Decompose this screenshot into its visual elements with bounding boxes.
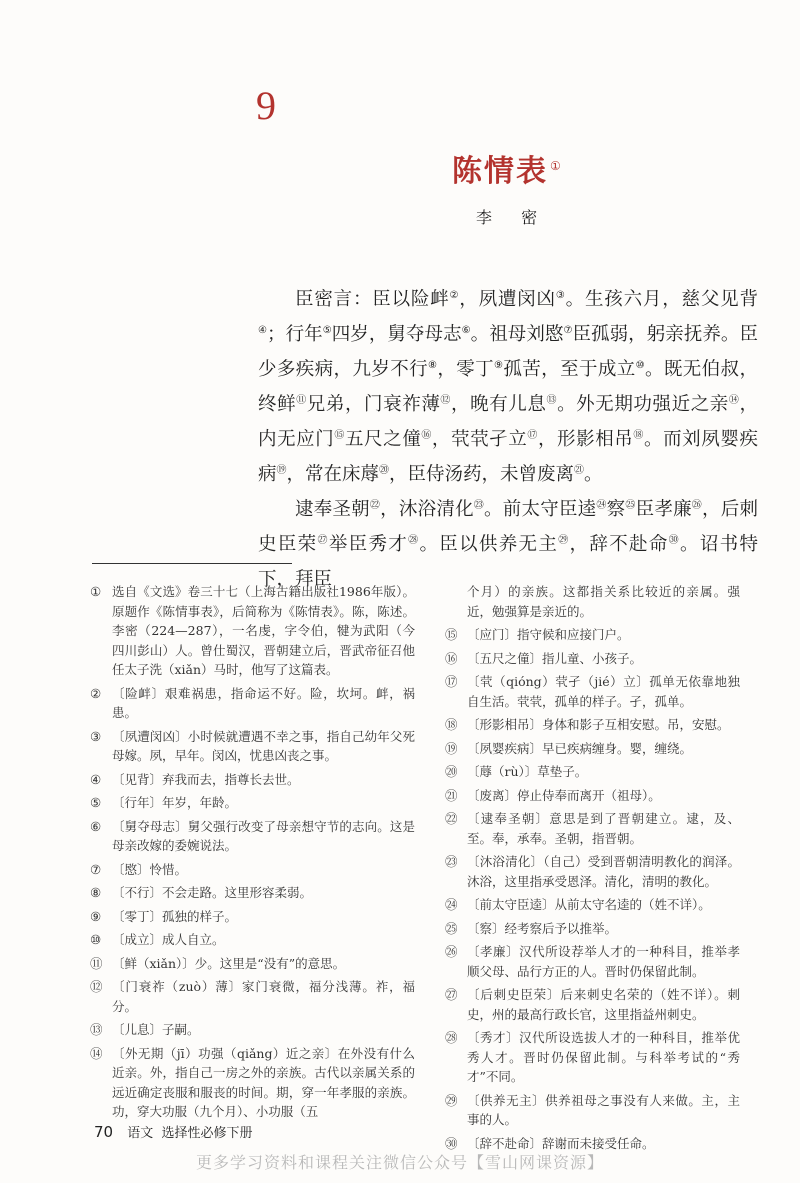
text-run: ，沐浴清化 <box>380 499 474 520</box>
footnote-marker: ⑳ <box>379 464 390 476</box>
footnote-marker: ⑬ <box>546 394 558 406</box>
footnote <box>90 930 415 950</box>
footnote <box>90 684 415 723</box>
footnote <box>90 582 415 680</box>
footnotes-right <box>445 582 740 1157</box>
footnote-marker: ② <box>449 289 460 301</box>
text-run: 。 <box>584 464 603 485</box>
footnote <box>90 1044 415 1122</box>
text-run: ，常在床蓐 <box>286 464 380 485</box>
footnote-text: 〔外无期（jī）功强（qiǎng）近之亲〕在外没有什么近亲。外，指自己一房之外的亲族。古代以亲属关系的远近确定丧服和服丧的时间。期，穿一年孝服的亲族。功，穿大功服（九个月）、小功服（五 <box>112 1045 415 1119</box>
footnote-number: ⑯ <box>445 650 458 666</box>
footnote-text: 〔夙婴疾病〕早已疾病缠身。婴，缠绕。 <box>467 740 693 756</box>
footnote-number: ㉒ <box>445 811 458 826</box>
footnote-marker: ㉗ <box>317 534 329 546</box>
footnote-marker: ⑪ <box>296 394 307 406</box>
footnote <box>445 809 740 848</box>
paragraph <box>258 282 758 492</box>
footnote-marker: ⑧ <box>428 359 438 371</box>
footnote <box>445 895 740 915</box>
text-run: ；行年 <box>267 324 323 345</box>
footnote-number: ㉗ <box>445 987 458 1002</box>
footnote-14-continued: 个月）的亲族。这都指关系比较近的亲属。强近，勉强算是亲近的。 <box>467 584 740 619</box>
watermark: 更多学习资料和课程关注微信公众号【雪山网课资源】 <box>195 1153 604 1172</box>
text-run: 察 <box>606 499 626 520</box>
footnote-number: ② <box>90 685 102 701</box>
footnote-marker: ㉚ <box>668 534 680 546</box>
text-run: 四岁，舅夺母志 <box>331 324 462 345</box>
footnote-marker: ⑥ <box>461 324 471 336</box>
page-footer <box>94 1122 253 1141</box>
footnote-number: ⑲ <box>445 740 458 756</box>
footnote-text: 〔门衰祚（zuò）薄〕家门衰微，福分浅薄。祚，福分。 <box>112 979 415 1014</box>
footnote <box>90 793 415 813</box>
footnote-marker: ㉓ <box>473 499 485 511</box>
footnote-marker: ⑰ <box>527 429 538 441</box>
text-run: 举臣秀才 <box>328 534 409 555</box>
footnote-text: 〔察〕经考察后予以推举。 <box>467 920 618 936</box>
footnote-text: 〔见背〕弃我而去，指尊长去世。 <box>112 771 300 787</box>
footnote-marker: ④ <box>258 324 268 336</box>
text-run: ，辞不赴命 <box>569 534 669 555</box>
footnote-text: 〔形影相吊〕身体和影子互相安慰。吊，安慰。 <box>467 717 730 732</box>
footnote-text: 〔应门〕指守候和应接门户。 <box>467 627 630 642</box>
footnote-number: ⑫ <box>90 979 103 994</box>
footnote <box>90 883 415 903</box>
text-run: 。祖母刘愍 <box>470 324 564 345</box>
title-text: 陈情表 <box>452 154 548 189</box>
footnote-marker: ⑫ <box>440 394 452 406</box>
footnote <box>445 1028 740 1087</box>
footnote <box>445 649 740 669</box>
footnote-marker: ③ <box>555 289 566 301</box>
text-run: 兄弟，门衰祚薄 <box>306 394 441 415</box>
text-run: 。而刘夙婴疾病 <box>258 429 758 485</box>
text-run: 。既无伯叔，终鲜 <box>258 359 758 415</box>
footnote-number: ⑳ <box>445 764 458 779</box>
footnote-text: 选自《文选》卷三十七（上海古籍出版社1986年版）。原题作《陈情事表》，后简称为《陈情表》。陈，陈述。李密（224—287），一名虔，字令伯，犍为武阳（今四川彭山）人。曾仕蜀汉，晋朝建立后，晋武帝征召他任太子洗（xiǎn）马时，他写了这篇表。 <box>112 584 415 677</box>
footnote <box>445 672 740 711</box>
text-run: 。生孩六月，慈父见背 <box>565 289 758 310</box>
footnote-number: ① <box>90 584 102 599</box>
footnote-marker: ⑲ <box>276 464 287 476</box>
footnote <box>445 715 740 735</box>
footnote-number: ⑭ <box>90 1045 103 1061</box>
footnote-number: ㉔ <box>445 897 458 912</box>
footnote-marker: ㉒ <box>369 499 381 511</box>
footnote-text: 〔孝廉〕汉代所设荐举人才的一种科目，推举孝顺父母、品行方正的人。晋时仍保留此制。 <box>467 944 740 979</box>
footnote-text: 〔成立〕成人自立。 <box>112 932 225 947</box>
subject-label: 语文 <box>127 1126 154 1141</box>
footnote-text: 〔夙遭闵凶〕小时候就遭遇不幸之事，指自己幼年父死母嫁。夙，早年。闵凶，忧患凶丧之事。 <box>112 728 415 763</box>
footnote-text: 〔舅夺母志〕舅父强行改变了母亲想守节的志向。这是母亲改嫁的委婉说法。 <box>112 818 415 853</box>
footnote-marker: ㉘ <box>408 534 420 546</box>
footnote-number: ⑨ <box>90 908 102 924</box>
text-run: ，臣侍汤药，未曾废离 <box>389 464 575 485</box>
footnote-divider <box>92 563 292 564</box>
footnote-number: ⑪ <box>90 955 103 971</box>
footnote-number: ⑧ <box>90 885 102 900</box>
text-run: ，茕茕孑立 <box>431 429 528 450</box>
footnote-text: 〔前太守臣逵〕从前太守名逵的（姓不详）。 <box>467 897 711 912</box>
footnote-text: 〔蓐（rù）〕草垫子。 <box>467 764 588 779</box>
footnote <box>90 727 415 766</box>
footnote <box>90 954 415 974</box>
footnote-marker: ㉔ <box>596 499 607 511</box>
text-run: 臣孤弱，躬亲抚养。臣少多疾病，九岁不行 <box>258 324 758 380</box>
footnote <box>445 985 740 1024</box>
footnote-text: 〔行年〕年岁，年龄。 <box>112 795 238 810</box>
footnote-marker: ㉖ <box>691 499 703 511</box>
footnote-text: 〔秀才〕汉代所设选拔人才的一种科目，推举优秀人才。晋时仍保留此制。与科举考试的“秀才”不同。 <box>467 1030 740 1084</box>
footnote <box>445 919 740 939</box>
footnote-text: 〔鲜（xiǎn）〕少。这里是“没有”的意思。 <box>112 955 346 971</box>
footnote <box>445 1091 740 1130</box>
text-run: 五尺之僮 <box>344 429 422 450</box>
footnote-text: 〔零丁〕孤独的样子。 <box>112 908 238 924</box>
footnote-marker: ㉑ <box>574 464 585 476</box>
footnote-marker: ㉙ <box>558 534 570 546</box>
footnote <box>90 1020 415 1040</box>
footnote-number: ㉘ <box>445 1030 458 1045</box>
text-run: 逮奉圣朝 <box>295 499 370 520</box>
footnote-number: ㉓ <box>445 854 458 869</box>
footnote-number: ④ <box>90 771 102 787</box>
footnote-marker: ⑦ <box>563 324 573 336</box>
book-label: 选择性必修下册 <box>161 1126 253 1141</box>
footnote-number: ⑥ <box>90 818 102 834</box>
text-run: ，形影相吊 <box>537 429 634 450</box>
text-run: 臣孝廉 <box>635 499 692 520</box>
text-run: ，内无应门 <box>258 394 758 450</box>
footnote-text: 〔废离〕停止侍奉而离开（祖母）。 <box>467 787 661 803</box>
page-title <box>452 146 563 190</box>
text-run: 。前太守臣逵 <box>484 499 597 520</box>
footnote <box>90 817 415 856</box>
footnote-number: ㉖ <box>445 944 458 959</box>
footnote-text: 〔五尺之僮〕指儿童、小孩子。 <box>467 650 643 666</box>
footnote-text: 〔辞不赴命〕辞谢而未接受任命。 <box>467 1135 655 1151</box>
footnote <box>90 977 415 1016</box>
footnote-marker: ⑮ <box>334 429 345 441</box>
page-number: 70 <box>94 1123 114 1141</box>
footnote-number: ③ <box>90 728 102 744</box>
footnote-number: ⑱ <box>445 717 458 732</box>
footnote-number: ㉑ <box>445 787 458 803</box>
footnote-text: 〔后刺史臣荣〕后来刺史名荣的（姓不详）。刺史，州的最高行政长官，这里指益州刺史。 <box>467 987 740 1022</box>
footnote-text: 〔险衅〕艰难祸患，指命运不好。险，坎坷。衅，祸患。 <box>112 685 415 720</box>
footnote-text: 〔儿息〕子嗣。 <box>112 1022 200 1037</box>
footnote-marker: ⑭ <box>728 394 740 406</box>
text-run: 。臣以供养无主 <box>419 534 559 555</box>
footnote-text: 〔逮奉圣朝〕意思是到了晋朝建立。逮，及、至。奉，承奉。圣朝，指晋朝。 <box>467 811 740 846</box>
text-run: ，零丁 <box>437 359 495 380</box>
footnote-number: ⑤ <box>90 795 102 810</box>
footnote <box>445 942 740 981</box>
footnote-number: ㉙ <box>445 1092 458 1108</box>
footnote-marker: ⑩ <box>635 359 645 371</box>
footnote-marker: ㉕ <box>625 499 636 511</box>
footnote-text: 〔茕（qióng）茕孑（jié）立〕孤单无依靠地独自生活。茕茕，孤单的样子。孑，孤单。 <box>467 674 740 709</box>
footnote-text: 〔愍〕怜惜。 <box>112 861 188 877</box>
footnote-number: ⑰ <box>445 674 458 689</box>
footnote <box>445 739 740 759</box>
footnote-number: ⑮ <box>445 627 458 642</box>
footnote-marker: ⑱ <box>633 429 644 441</box>
footnote-number: ㉕ <box>445 920 458 936</box>
footnote-number: ㉚ <box>445 1135 458 1151</box>
footnotes-left <box>90 582 415 1126</box>
footnote <box>445 852 740 891</box>
footnote-number: ⑬ <box>90 1022 103 1037</box>
footnote <box>445 762 740 782</box>
footnote-text: 〔沐浴清化〕（自己）受到晋朝清明教化的润泽。沐浴，这里指承受恩泽。清化，清明的教化。 <box>467 854 740 889</box>
main-text <box>258 282 758 597</box>
title-note-marker: ① <box>550 159 563 173</box>
author: 李 密 <box>476 208 550 227</box>
footnote <box>445 786 740 806</box>
text-run: 孤苦，至于成立 <box>503 359 636 380</box>
text-run: 臣密言：臣以险衅 <box>295 289 450 310</box>
footnote-marker: ⑨ <box>494 359 504 371</box>
text-run: 。诏书特下，拜臣 <box>258 534 758 590</box>
text-run: ，夙遭闵凶 <box>459 289 556 310</box>
footnote-number: ⑦ <box>90 861 102 877</box>
footnote-marker: ⑯ <box>421 429 432 441</box>
footnote-number: ⑩ <box>90 932 102 947</box>
footnote-text: 〔不行〕不会走路。这里形容柔弱。 <box>112 885 313 900</box>
footnote-text: 〔供养无主〕供养祖母之事没有人来做。主，主事的人。 <box>467 1092 740 1127</box>
text-run: 。外无期功强近之亲 <box>557 394 729 415</box>
footnote-marker: ⑤ <box>322 324 332 336</box>
footnote-continued <box>445 582 740 621</box>
footnote <box>90 907 415 927</box>
lesson-number: 9 <box>256 83 276 128</box>
text-run: ，后刺史臣荣 <box>258 499 758 555</box>
footnote <box>90 770 415 790</box>
text-run: ，晚有儿息 <box>451 394 547 415</box>
footnote <box>445 625 740 645</box>
footnote <box>90 860 415 880</box>
